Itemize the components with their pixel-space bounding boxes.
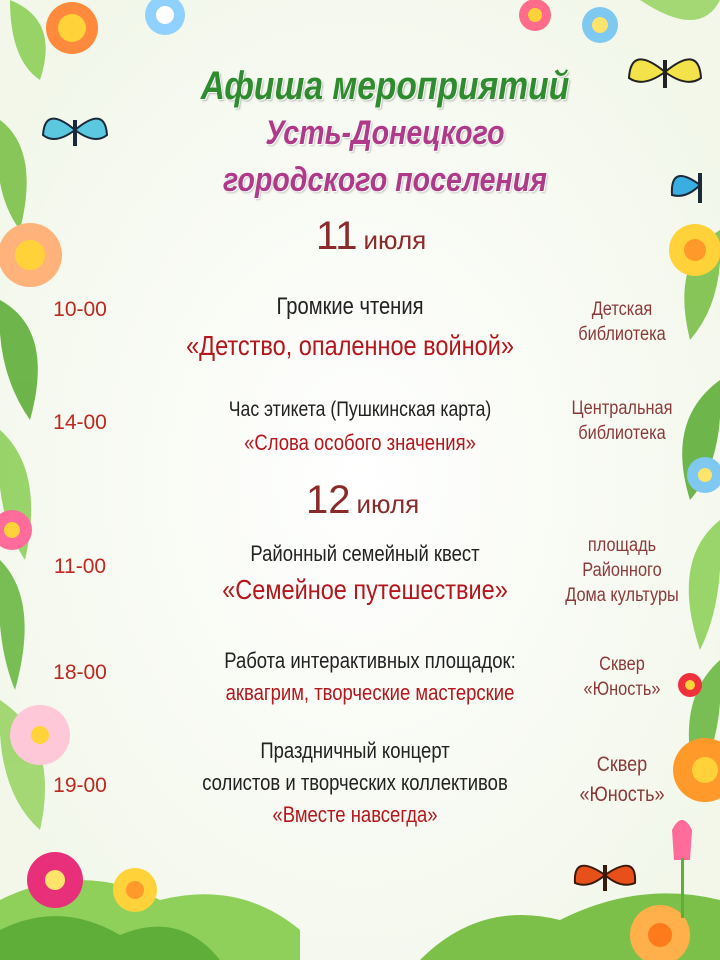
- event-place: [560, 396, 684, 446]
- event-subtitle: аквагрим, творческие мастерские: [225, 680, 515, 705]
- place-line: площадь: [587, 535, 657, 556]
- poster-title: Афиша мероприятий: [200, 64, 570, 108]
- place-line: Сквер: [599, 654, 645, 675]
- event-title: Районный семейный квест: [250, 541, 480, 566]
- place-line: библиотека: [578, 324, 666, 345]
- event-title: Работа интерактивных площадок:: [224, 648, 516, 673]
- event-time: 11-00: [53, 555, 107, 578]
- event-place: [560, 750, 684, 810]
- event-title: Громкие чтения: [276, 293, 424, 320]
- place-line: Районного: [582, 560, 662, 581]
- poster-subtitle-line1: Усть-Донецкого: [265, 114, 505, 152]
- event-subtitle: «Слова особого значения»: [244, 430, 476, 455]
- place-line: Дома культуры: [565, 585, 679, 606]
- place-line: «Юность»: [579, 783, 665, 806]
- place-line: библиотека: [578, 423, 666, 444]
- event-time: 10-00: [53, 298, 107, 321]
- date-month: июля: [356, 489, 420, 519]
- event-subtitle: «Вместе навсегда»: [272, 802, 438, 827]
- flower-top-right-blue: [582, 7, 618, 43]
- flower-left-light-pink: [10, 705, 70, 765]
- place-line: Центральная: [571, 398, 673, 419]
- date-day: 11: [316, 214, 358, 258]
- event-subtitle: «Детство, опаленное войной»: [186, 330, 514, 361]
- flower-top-right: [519, 0, 551, 31]
- event-title: Праздничный концерт: [260, 738, 450, 763]
- event-place: [560, 652, 684, 702]
- event-subtitle: «Семейное путешествие»: [222, 574, 508, 605]
- place-line: Сквер: [596, 753, 648, 776]
- event-time: 19-00: [53, 774, 107, 797]
- date-month: июля: [363, 225, 427, 255]
- flower-top-left: [46, 2, 98, 54]
- event-title-line2: солистов и творческих коллективов: [202, 770, 508, 795]
- flower-right-yellow: [669, 224, 720, 276]
- flower-bottom-left-yellow: [113, 868, 157, 912]
- place-line: Детская: [591, 299, 653, 320]
- event-place: [560, 533, 684, 608]
- event-time: 18-00: [53, 661, 107, 684]
- flower-left-orange: [0, 223, 62, 287]
- place-line: «Юность»: [583, 679, 661, 700]
- event-place: [560, 297, 684, 347]
- flower-bottom-left-magenta: [27, 852, 83, 908]
- date-day: 12: [306, 478, 351, 522]
- date-heading-1: [316, 214, 426, 259]
- event-title: Час этикета (Пушкинская карта): [228, 398, 492, 421]
- poster-subtitle-line2: городского поселения: [222, 161, 548, 199]
- event-time: 14-00: [53, 411, 107, 434]
- date-heading-2: [306, 478, 419, 523]
